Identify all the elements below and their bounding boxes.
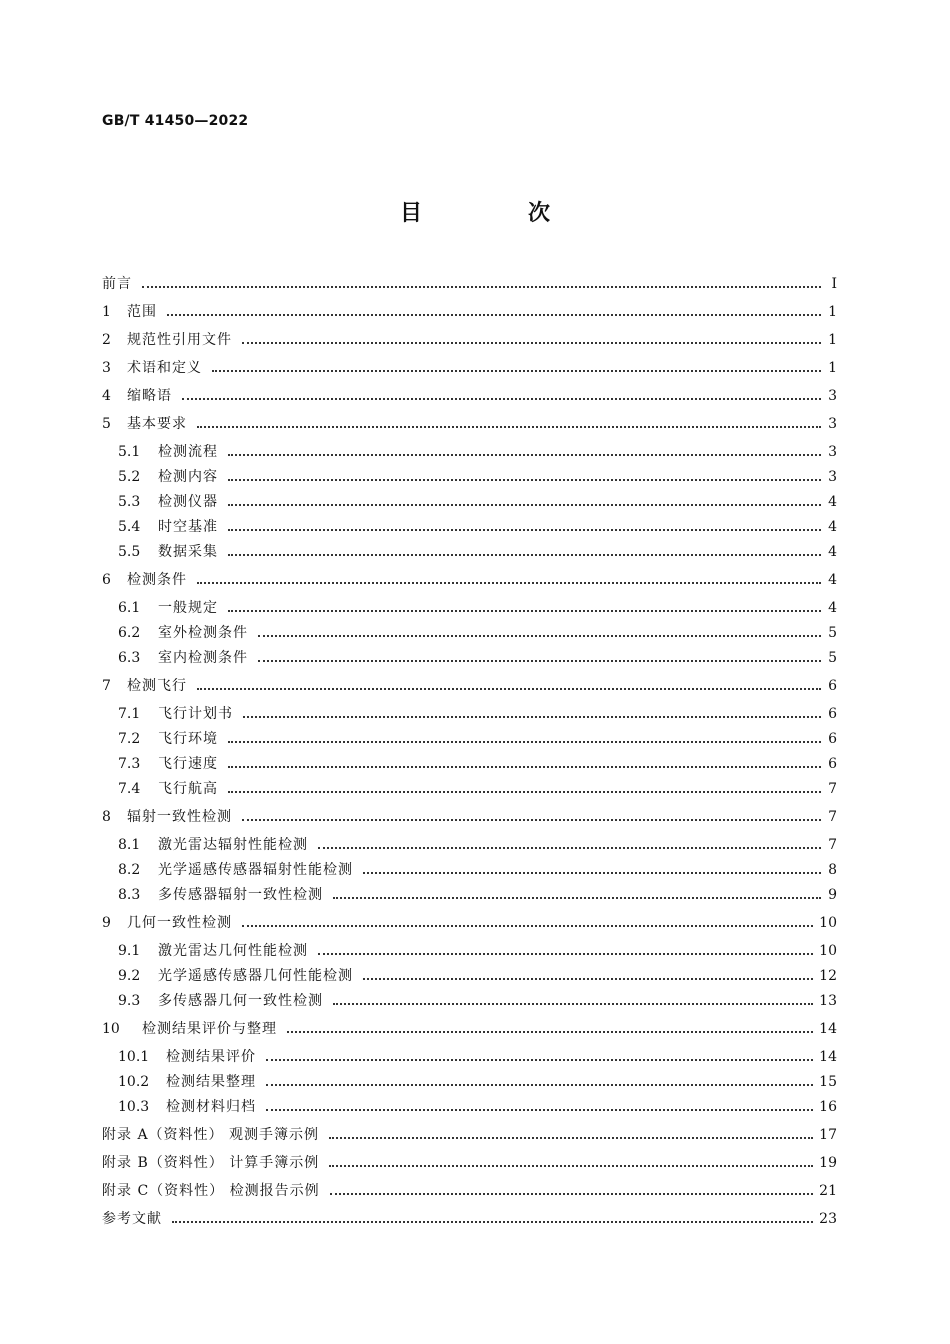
toc-entry[interactable] (102, 1153, 837, 1173)
toc-entry[interactable] (118, 1047, 837, 1067)
toc-entry-number: 5.5 (118, 544, 141, 560)
toc-entry-page: 23 (819, 1211, 837, 1227)
toc-entry-label: 激光雷达辐射性能检测 (158, 837, 308, 853)
toc-entry-number: 6.2 (118, 625, 141, 641)
toc-dot-leader (142, 286, 821, 288)
toc-dot-leader (333, 897, 821, 899)
toc-dot-leader (329, 1165, 813, 1167)
toc-entry-label: 数据采集 (158, 544, 218, 560)
toc-entry-page: 6 (828, 756, 837, 772)
toc-entry-label: 多传感器几何一致性检测 (158, 993, 323, 1009)
toc-entry-label: 检测结果评价与整理 (142, 1021, 277, 1037)
toc-entry-page: 21 (819, 1183, 837, 1199)
toc-entry-number: 1 (102, 304, 111, 320)
toc-entry-number: 6 (102, 572, 111, 588)
toc-entry-page: 5 (828, 625, 837, 641)
toc-entry[interactable] (102, 676, 837, 696)
toc-entry[interactable] (118, 467, 837, 487)
toc-dot-leader (242, 819, 821, 821)
toc-dot-leader (197, 582, 821, 584)
toc-entry-number: 8 (102, 809, 111, 825)
toc-entry-number: 5.2 (118, 469, 141, 485)
toc-entry-label: 检测结果整理 (166, 1074, 256, 1090)
toc-entry-number: 10.3 (118, 1099, 150, 1115)
toc-entry[interactable] (118, 1072, 837, 1092)
toc-entry[interactable] (118, 648, 837, 668)
toc-entry-page: 1 (828, 304, 837, 320)
toc-entry[interactable] (102, 1019, 837, 1039)
toc-entry[interactable] (118, 492, 837, 512)
toc-dot-leader (330, 1193, 814, 1195)
toc-entry[interactable] (102, 570, 837, 590)
toc-entry-label: 检测飞行 (127, 678, 187, 694)
toc-dot-leader (242, 342, 821, 344)
toc-entry[interactable] (102, 386, 837, 406)
toc-entry[interactable] (118, 704, 837, 724)
toc-entry-label: 室内检测条件 (158, 650, 248, 666)
toc-entry[interactable] (118, 598, 837, 618)
toc-entry-label: 检测条件 (127, 572, 187, 588)
toc-entry[interactable] (102, 807, 837, 827)
toc-entry[interactable] (118, 1097, 837, 1117)
toc-entry[interactable] (118, 517, 837, 537)
toc-entry-number: 5 (102, 416, 111, 432)
toc-entry-number: 5.3 (118, 494, 141, 510)
toc-dot-leader (228, 554, 821, 556)
toc-entry-page: 10 (819, 943, 837, 959)
toc-dot-leader (243, 716, 821, 718)
toc-entry-number: 5.4 (118, 519, 141, 535)
toc-dot-leader (197, 688, 821, 690)
toc-entry-number: 8.3 (118, 887, 141, 903)
toc-entry[interactable] (102, 274, 837, 294)
toc-dot-leader (228, 454, 821, 456)
toc-dot-leader (228, 529, 821, 531)
toc-entry-page: 16 (819, 1099, 837, 1115)
page-title: 目 次 (399, 201, 592, 226)
toc-entry[interactable] (102, 1181, 837, 1201)
toc-entry-label: 时空基准 (158, 519, 218, 535)
toc-entry-number: 9.3 (118, 993, 141, 1009)
toc-entry-label: 激光雷达几何性能检测 (158, 943, 308, 959)
toc-entry-label: 多传感器辐射一致性检测 (158, 887, 323, 903)
toc-entry-page: 14 (819, 1049, 837, 1065)
toc-dot-leader (228, 504, 821, 506)
toc-entry[interactable] (102, 330, 837, 350)
toc-entry[interactable] (102, 302, 837, 322)
toc-entry-number: 10 (102, 1021, 120, 1037)
toc-entry[interactable] (102, 414, 837, 434)
toc-dot-leader (287, 1031, 813, 1033)
toc-entry-label: 飞行航高 (158, 781, 218, 797)
toc-entry[interactable] (102, 1125, 837, 1145)
toc-entry-number: 2 (102, 332, 111, 348)
toc-entry-label: 基本要求 (127, 416, 187, 432)
toc-entry-label: 辐射一致性检测 (127, 809, 232, 825)
toc-entry-page: 3 (828, 469, 837, 485)
toc-entry[interactable] (102, 358, 837, 378)
toc-entry-page: 6 (828, 731, 837, 747)
toc-entry-page: 10 (819, 915, 837, 931)
toc-entry-page: 6 (828, 678, 837, 694)
toc-entry-number: 10.1 (118, 1049, 150, 1065)
toc-entry-page: 15 (819, 1074, 837, 1090)
toc-entry-label: 检测流程 (158, 444, 218, 460)
toc-entry[interactable] (118, 542, 837, 562)
toc-entry-page: 13 (819, 993, 837, 1009)
toc-entry-page: 7 (828, 809, 837, 825)
toc-entry[interactable] (118, 885, 837, 905)
toc-entry-label: 附录 B（资料性） 计算手簿示例 (102, 1155, 320, 1171)
toc-entry-page: 1 (828, 360, 837, 376)
toc-entry-label: 室外检测条件 (158, 625, 248, 641)
toc-entry-label: 范围 (127, 304, 157, 320)
toc-entry[interactable] (118, 860, 837, 880)
toc-dot-leader (258, 660, 821, 662)
toc-dot-leader (172, 1221, 813, 1223)
toc-entry-number: 10.2 (118, 1074, 150, 1090)
toc-dot-leader (266, 1084, 813, 1086)
toc-entry[interactable] (118, 991, 837, 1011)
toc-dot-leader (228, 610, 821, 612)
toc-dot-leader (258, 635, 821, 637)
toc-entry-page: 4 (828, 600, 837, 616)
toc-entry[interactable] (118, 835, 837, 855)
toc-entry-label: 光学遥感传感器几何性能检测 (158, 968, 353, 984)
toc-entry-number: 7.4 (118, 781, 141, 797)
toc-entry-label: 规范性引用文件 (127, 332, 232, 348)
toc-entry[interactable] (118, 729, 837, 749)
toc-entry-number: 8.1 (118, 837, 141, 853)
toc-entry-page: 3 (828, 416, 837, 432)
toc-dot-leader (228, 791, 821, 793)
toc-entry-number: 8.2 (118, 862, 141, 878)
toc-entry-page: 7 (828, 781, 837, 797)
toc-entry-number: 6.1 (118, 600, 141, 616)
toc-entry-number: 7.3 (118, 756, 141, 772)
toc-entry-number: 7.1 (118, 706, 141, 722)
toc-dot-leader (242, 925, 813, 927)
toc-entry-page: 1 (828, 332, 837, 348)
toc-entry-page: 6 (828, 706, 837, 722)
toc-entry-label: 几何一致性检测 (127, 915, 232, 931)
toc-entry-number: 9.1 (118, 943, 141, 959)
toc-dot-leader (167, 314, 821, 316)
toc-entry-label: 检测内容 (158, 469, 218, 485)
toc-dot-leader (318, 953, 813, 955)
toc-entry[interactable] (102, 1209, 837, 1229)
toc-entry[interactable] (118, 623, 837, 643)
toc-entry-page: 5 (828, 650, 837, 666)
toc-dot-leader (266, 1059, 813, 1061)
toc-entry-number: 7.2 (118, 731, 141, 747)
toc-entry-label: 检测材料归档 (166, 1099, 256, 1115)
toc-dot-leader (197, 426, 821, 428)
standard-code: GB/T 41450—2022 (102, 113, 249, 129)
toc-entry-label: 缩略语 (127, 388, 172, 404)
toc-entry-page: 4 (828, 519, 837, 535)
toc-entry-page: 3 (828, 444, 837, 460)
toc-entry-page: 8 (828, 862, 837, 878)
toc-entry[interactable] (118, 754, 837, 774)
toc-entry-label: 一般规定 (158, 600, 218, 616)
toc-entry-page: 17 (819, 1127, 837, 1143)
toc-dot-leader (329, 1137, 813, 1139)
toc-entry-label: 检测结果评价 (166, 1049, 256, 1065)
toc-dot-leader (228, 479, 821, 481)
toc-entry-number: 5.1 (118, 444, 141, 460)
toc-entry-page: 14 (819, 1021, 837, 1037)
toc-entry-page: 4 (828, 494, 837, 510)
toc-entry-page: 12 (819, 968, 837, 984)
toc-dot-leader (333, 1003, 813, 1005)
toc-entry-label: 参考文献 (102, 1211, 162, 1227)
toc-entry-number: 7 (102, 678, 111, 694)
toc-dot-leader (228, 766, 821, 768)
toc-dot-leader (212, 370, 821, 372)
toc-dot-leader (363, 978, 813, 980)
toc-entry-label: 前言 (102, 276, 132, 292)
toc-entry-label: 飞行速度 (158, 756, 218, 772)
toc-dot-leader (266, 1109, 813, 1111)
toc-entry-number: 3 (102, 360, 111, 376)
toc-dot-leader (318, 847, 821, 849)
toc-entry-page: 4 (828, 544, 837, 560)
toc-entry-page: 9 (828, 887, 837, 903)
toc-entry-number: 9 (102, 915, 111, 931)
toc-entry-label: 术语和定义 (127, 360, 202, 376)
toc-entry-page: 4 (828, 572, 837, 588)
toc-entry-label: 附录 A（资料性） 观测手簿示例 (102, 1127, 320, 1143)
toc-entry-label: 飞行计划书 (158, 706, 233, 722)
toc-entry-label: 飞行环境 (158, 731, 218, 747)
toc-entry-number: 6.3 (118, 650, 141, 666)
toc-entry[interactable] (118, 966, 837, 986)
toc-entry-label: 光学遥感传感器辐射性能检测 (158, 862, 353, 878)
toc-entry[interactable] (118, 941, 837, 961)
toc-entry[interactable] (118, 442, 837, 462)
toc-entry-label: 检测仪器 (158, 494, 218, 510)
toc-dot-leader (363, 872, 821, 874)
toc-entry-number: 9.2 (118, 968, 141, 984)
toc-entry[interactable] (118, 779, 837, 799)
toc-entry[interactable] (102, 913, 837, 933)
toc-dot-leader (182, 398, 821, 400)
toc-entry-page: 19 (819, 1155, 837, 1171)
toc-entry-number: 4 (102, 388, 111, 404)
toc-entry-page: 7 (828, 837, 837, 853)
toc-entry-page: 3 (828, 388, 837, 404)
toc-entry-page: Ⅰ (831, 276, 837, 292)
toc-entry-label: 附录 C（资料性） 检测报告示例 (102, 1183, 320, 1199)
toc-dot-leader (228, 741, 821, 743)
